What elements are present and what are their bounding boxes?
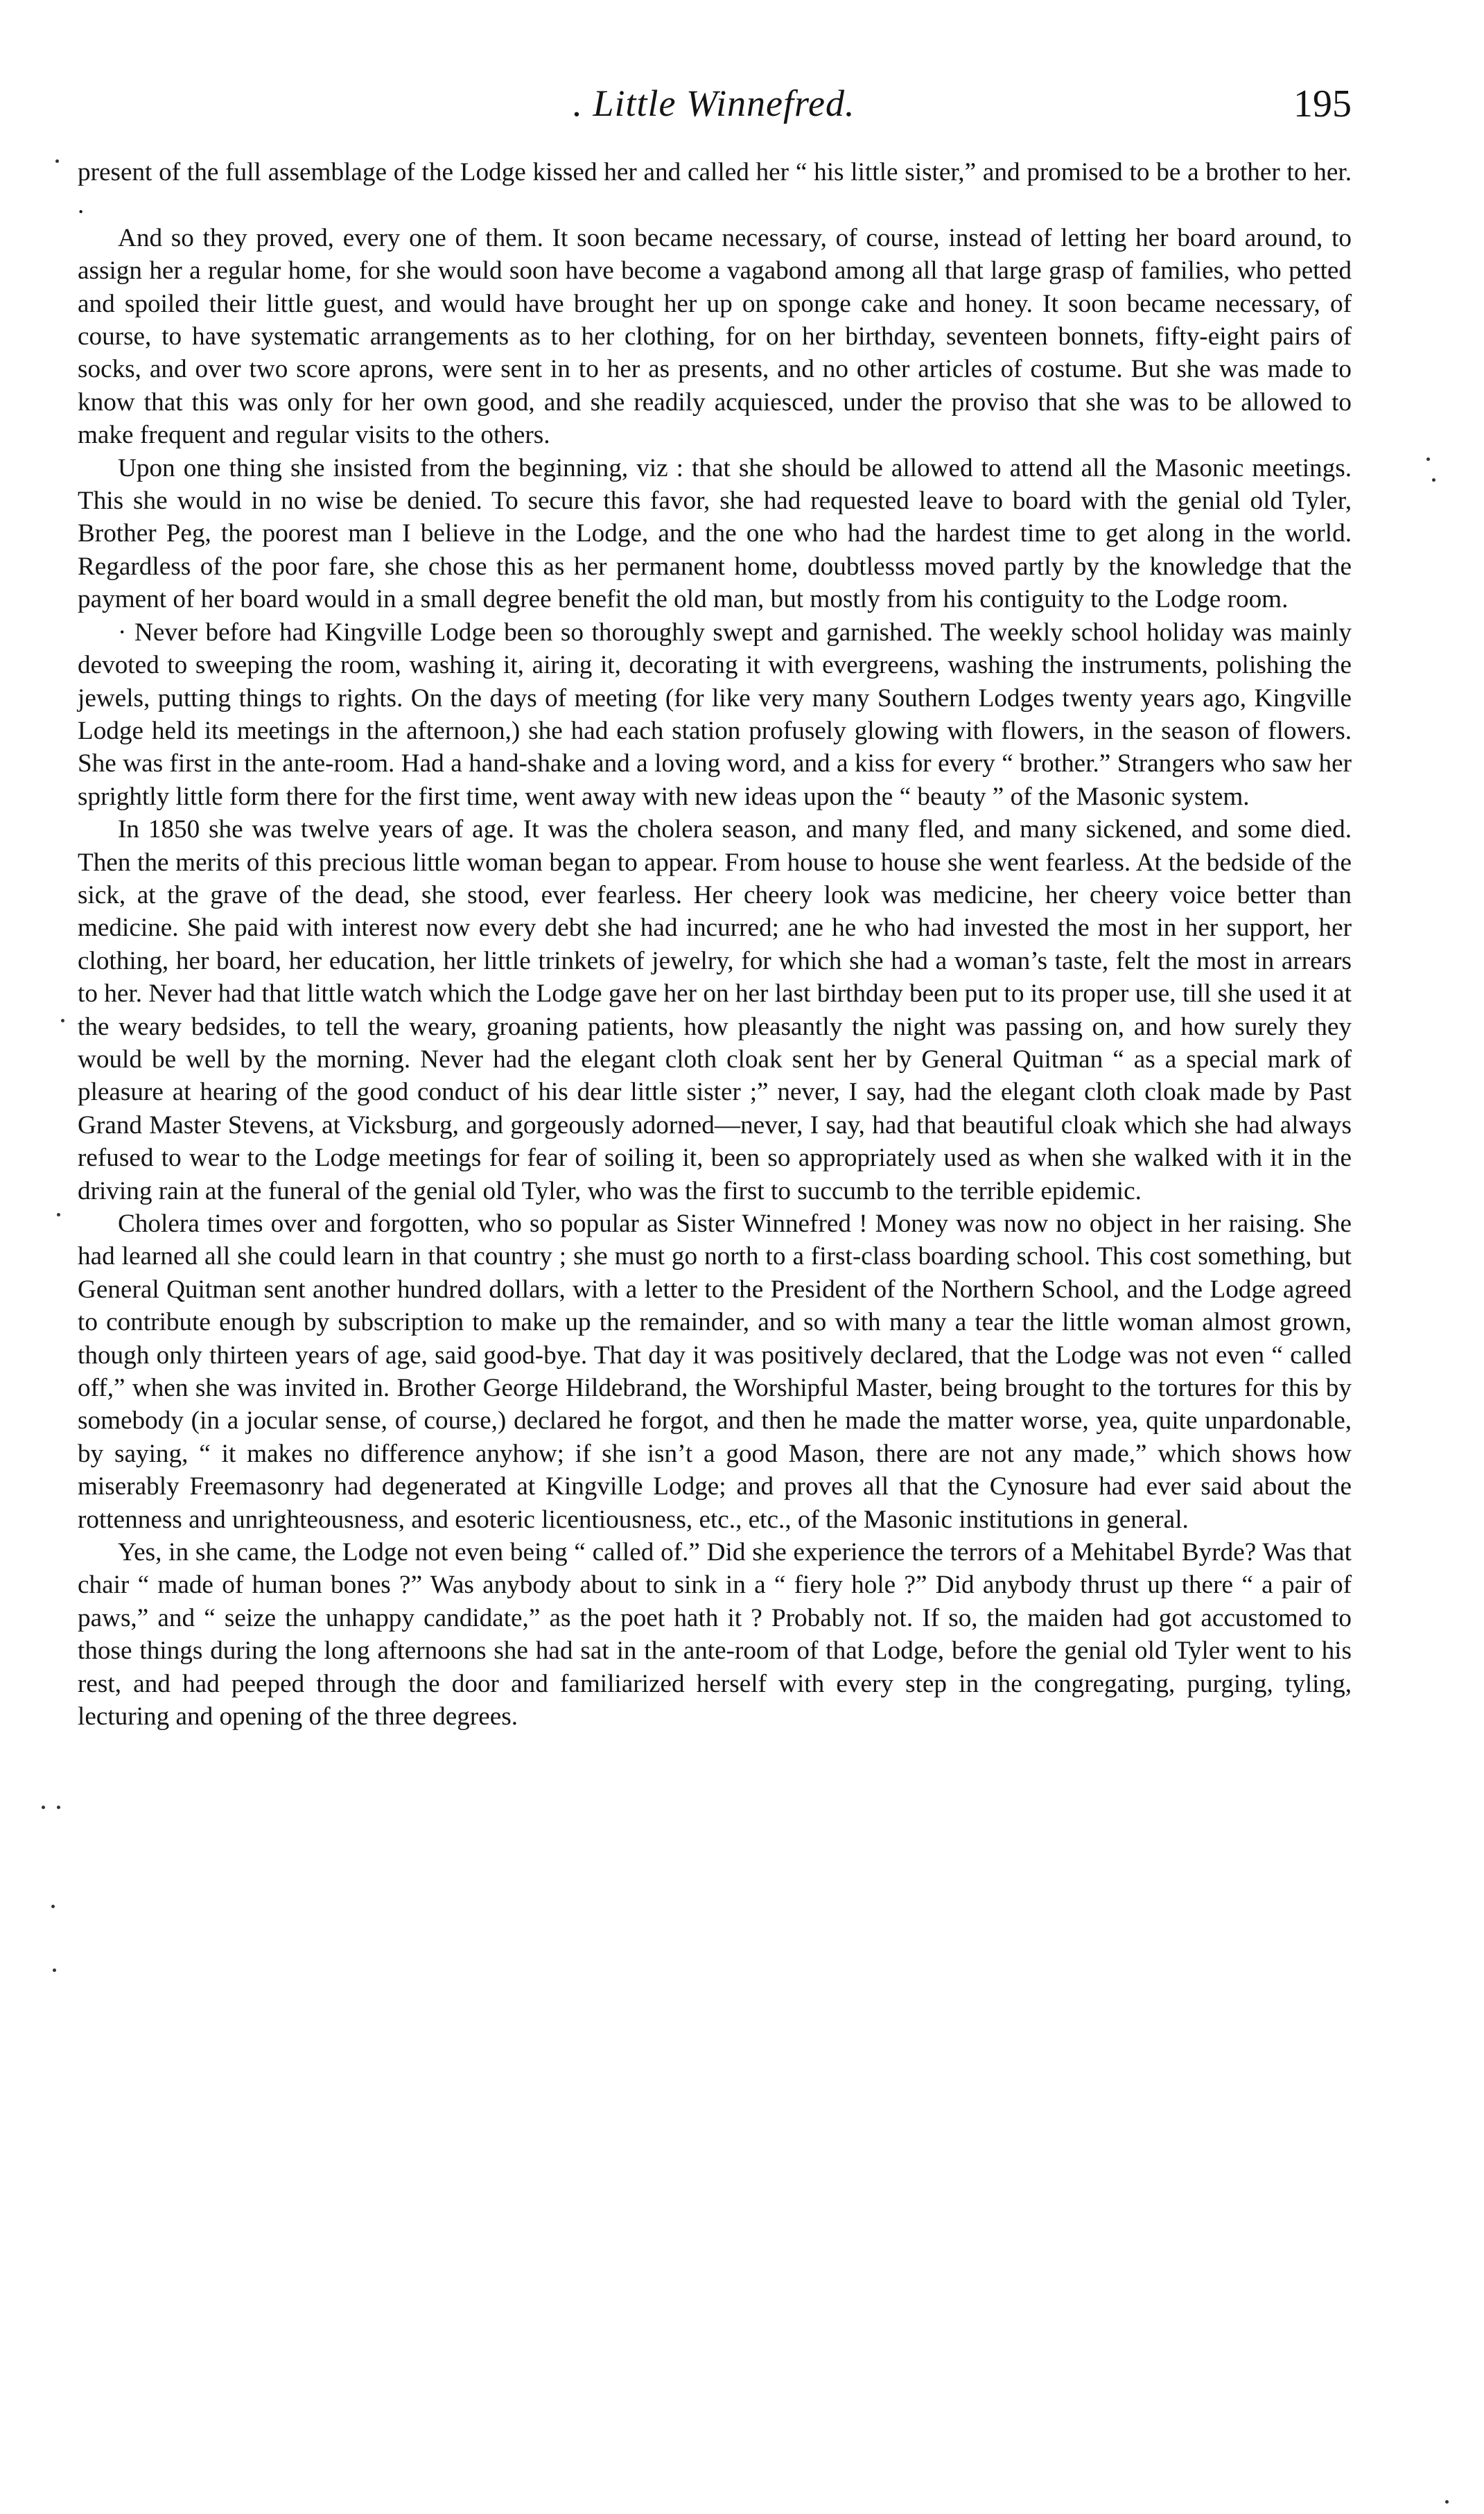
speck [1426,457,1430,461]
speck [61,1019,64,1022]
paragraph-3: Upon one thing she insisted from the beginning, viz : that she should be allowed to attend all the Masonic meetings. This she would in no wise be denied. To secure this favor, she had requested leave to board with the genial old Tyler, Brother Peg, the poorest man I believe in the Lodge, and the one who had the hardest time to get along in the world. Regardless of the poor fare, she chose this as her permanent home, doubtlesss moved partly by the knowledge that the payment of her board would in a small degree benefit the old man, but mostly from his contiguity to the Lodge room. [78,453,1352,614]
paragraph-6: Cholera times over and forgotten, who so popular as Sister Winnefred ! Money was now no object in her raising. She had learned all she could learn in that country ; she must go north to a first-class boarding school. This cost something, but General Quitman sent another hundred dollars, with a letter to the President of the Northern School, and the Lodge agreed to contribute enough by subscription to make up the remainder, and so with many a tear the little woman almost grown, though only thirteen years of age, said good-bye. That day it was positively declared, that the Lodge was not even “ called off,” when she was invited in. Brother George Hildebrand, the Worshipful Master, being brought to the tortures for this by somebody (in a jocular sense, of course,) declared he forgot, and then he made the matter worse, yea, quite unpardonable, by saying, “ it makes no difference anyhow; if she isn’t a good Mason, there are not any made,” which shows how miserably Freemasonry had degenerated at Kingville Lodge; and proves all that the Cynosure had ever said about the rottenness and unrighteousness, and esoteric licentiousness, etc., etc., of the Masonic institutions in general. [78,1210,1352,1534]
speck [57,1806,60,1809]
speck [1445,2500,1449,2504]
paragraph-2: And so they proved, every one of them. It soon became necessary, of course, instead of letting her board around, to assign her a regular home, for she would soon have become a vagabond among all that large grasp of families, who petted and spoiled their little guest, and would have brought her up on sponge cake and honey. It soon became necessary, of course, to have systematic arrangements as to her clothing, for on her birthday, seventeen bonnets, fifty-eight pairs of socks, and over two score aprons, were sent in to her as presents, and no other articles of costume. But she was made to know that this was only for her own good, and she readily acquiesced, under the proviso that she was to be allowed to make frequent and regular visits to the others. [78,223,1352,450]
paragraph-5: In 1850 she was twelve years of age. It was the cholera season, and many fled, and many sickened, and some died. Then the merits of this precious little woman began to appear. From house to house she went fearless. At the bedside of the sick, at the grave of the dead, she stood, ever fearless. Her cheery look was medicine, her cheery voice better than medicine. She paid with interest now every debt she had incurred; ane he who had invested the most in her support, her clothing, her board, her education, her little trinkets of jewelry, for which she had a woman’s taste, felt the most in arrears to her. Never had that little watch which the Lodge gave her on her last birthday been put to its proper use, till she used it at the weary bedsides, to tell the weary, groaning patients, how pleasantly the night was passing on, and how surely they would be well by the morning. Never had the elegant cloth cloak sent her by General Quitman “ as a special mark of pleasure at hearing of the good conduct of his dear little sister ;” never, I say, had the elegant cloth cloak made by Past Grand Master Stevens, at Vicksburg, and gorgeously adorned—never, I say, had that beautiful cloak which she had always refused to wear to the Lodge meetings for fear of soiling it, been so appropriately used as when she walked with it in the driving rain at the funeral of the genial old Tyler, who was the first to succumb to the terrible epidemic. [78,815,1352,1205]
paragraph-7: Yes, in she came, the Lodge not even being “ called of.” Did she experience the terrors of a Mehitabel Byrde? Was that chair “ made of human bones ?” Was anybody about to sink in a “ fiery hole ?” Did anybody thrust up there “ a pair of paws,” and “ seize the unhappy candidate,” as the poet hath it ? Probably not. If so, the maiden had got accustomed to those things during the long afternoons she had sat in the ante-room of that Lodge, before the genial old Tyler went to his rest, and had peeped through the door and familiarized herself with every step in the congregating, purging, tyling, lecturing and opening of the three degrees. [78,1538,1352,1731]
paragraph-1: present of the full assemblage of the Lodge kissed her and called her “ his little sister,” and promised to be a brother to her. . [78,158,1352,220]
speck [1432,478,1435,482]
running-title: . Little Winnefred. [573,82,855,124]
body-text [78,156,1352,1734]
speck [53,1969,56,1972]
running-head [76,82,1352,137]
paragraph-4: · Never before had Kingville Lodge been so thoroughly swept and garnished. The weekly school holiday was mainly devoted to sweeping the room, washing it, airing it, decorating it with evergreens, washing the instruments, polishing the jewels, putting things to rights. On the days of meeting (for like very many Southern Lodges twenty years ago, Kingville Lodge held its meetings in the afternoon,) she had each station profusely glowing with flowers, in the season of flowers. She was first in the ante-room. Had a hand-shake and a loving word, and a kiss for every “ brother.” Strangers who saw her sprightly little form there for the first time, went away with new ideas upon the “ beauty ” of the Masonic system. [78,618,1352,811]
speck [55,159,59,163]
page-number: 195 [1293,82,1352,125]
speck [57,1213,60,1216]
speck [51,1905,55,1908]
speck [42,1806,45,1809]
